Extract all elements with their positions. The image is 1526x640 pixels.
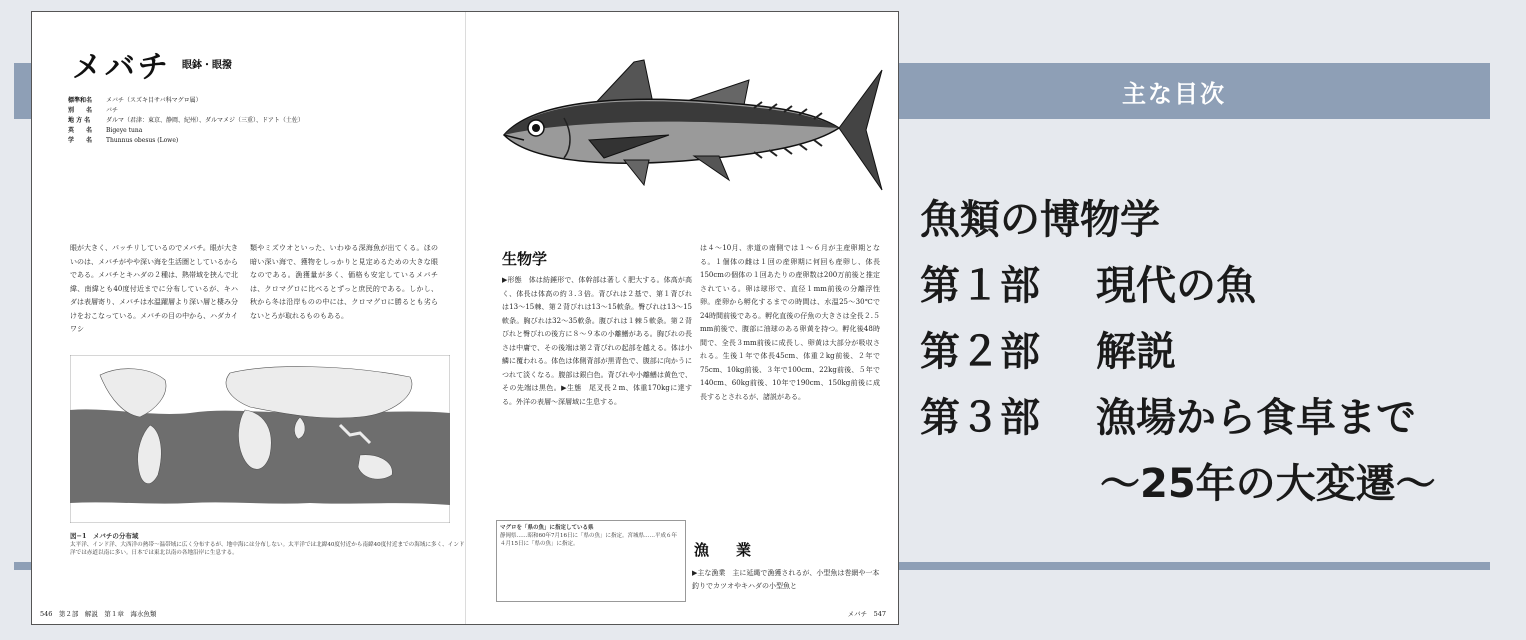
distribution-map [70, 355, 450, 523]
note-title: マグロを「県の魚」に指定している県 [500, 525, 594, 531]
map-caption [70, 532, 465, 592]
toc-part-label: 第１部 [920, 263, 1040, 309]
map-caption-text: 太平洋、インド洋、大西洋の熱帯〜温帯域に広く分布するが、地中海には分布しない。太平洋では北緯40度付近から南緯40度付近までの海域に多く、インド洋では赤道以南に多い。日本では東北以南の各地沿岸に生息する。 [70, 542, 465, 556]
footer-left-page: 546 第２部 解説 第１章 海水魚類 [40, 610, 157, 618]
fishery-text: ▶主な漁業 主に延縄で漁獲されるが、小型魚は巻網や一本釣りでカツオやキハダの小型魚と [692, 569, 880, 590]
toc-item-part2 [920, 322, 1510, 388]
book-spread [31, 11, 899, 625]
biology-text-continued: は４〜10月、赤道の南側では１〜６月が主産卵期となる。１個体の雌は１回の産卵期に何回も産卵し、体長150cmの個体の１回あたりの産卵数は200万前後と推定されている。卵は球形で、直径１mm前後の分離浮性卵。産卵から孵化するまでの時間は、水温25〜30℃で24時間前後である。孵化直後の仔魚の大きさは全長２.５mm前後で、腹部に油球のある卵黄を持つ。孵化後48時間で、全長３mm前後に成長し、卵黄は大部分が吸収される。生後１年で体長45cm、体重２kg前後、２年で75cm、10kg前後、３年で100cm、22kg前後、５年で140cm、60kg前後、10年で190cm、150kg前後に成長するとされるが、諸説がある。 [700, 244, 880, 401]
entry-metadata [68, 96, 304, 146]
toc-item-part1 [920, 256, 1510, 322]
meta-row: 地 方 名 ダルマ（君津：東京、静岡、紀州）、ダルマメジ（三重）、ドアト（土佐） [68, 117, 304, 124]
meta-row: 英 名 Bigeye tuna [68, 127, 143, 134]
entry-subtitle: 眼鉢・眼撥 [182, 60, 232, 71]
toc-heading: 主な目次 [1122, 79, 1226, 108]
table-of-contents [920, 190, 1510, 514]
entry-title: メバチ [72, 50, 171, 85]
toc-part-label: 第３部 [920, 395, 1040, 441]
toc-item-part3-subtitle [920, 454, 1510, 514]
meta-row: 学 名 Thunnus obesus (Lowe) [68, 137, 179, 144]
book-spine [465, 12, 466, 624]
map-caption-title: 図−1 メバチの分布域 [70, 532, 139, 540]
intro-text-col2: 類やミズウオといった、いわゆる深海魚が出てくる。ほの暗い深い海で、獲物をしっかりと見定めるための大きな眼なのである。漁獲量が多く、価格も安定しているメバチは、クロマグロに比べるとずっと庶民的である。しかし、秋から冬は沿岸ものの中には、クロマグロに勝るとも劣らないとろが取れるものもある。 [250, 244, 438, 320]
prefecture-fish-note [496, 520, 686, 602]
section-heading-fishery: 漁 業 [694, 541, 758, 559]
biology-text: ▶形態 体は紡錘形で、体幹部は著しく肥大する。体高が高く、体長は体高の約３.３倍。背びれは２基で、第１背びれは13〜15棘、第２背びれは13〜15軟条。臀びれは13〜15軟条。胸びれは32〜35軟条。腹びれは１棘５軟条。第２背びれと臀びれの後方に８〜９本の小離鰭がある。胸びれの長さは中庸で、その後端は第２背びれの起部を越える。体は小鱗に覆われる。体色は体側背部が黒青色で、腹部に向かうにつれて淡くなる。腹部は銀白色。背びれや小離鰭は黄色で、その先端は黒色。▶生態 尾叉長２m、体重170kgに達する。外洋の表層〜深層域に生息する。 [502, 276, 692, 406]
toc-part-title: 現代の魚 [1096, 263, 1256, 309]
toc-part-subtitle: 〜25年の大変遷〜 [1100, 461, 1436, 507]
meta-row: 標準和名 メバチ（スズキ目サバ科マグロ属） [68, 97, 202, 104]
footer-right-page: メバチ 547 [847, 610, 886, 618]
section-heading-biology: 生物学 [502, 250, 548, 268]
bigeye-tuna-illustration [494, 40, 884, 215]
toc-item-part3 [920, 388, 1510, 454]
toc-part-label: 第２部 [920, 329, 1040, 375]
meta-row: 別 名 バチ [68, 107, 119, 114]
toc-part-label: 魚類の博物学 [920, 197, 1160, 243]
toc-part-title: 解説 [1096, 329, 1176, 375]
toc-part-title: 漁場から食卓まで [1096, 395, 1416, 441]
note-text: 静岡県……昭和60年7月16日に「県の魚」に指定。宮城県……平成６年４月15日に「県の魚」に指定。 [500, 533, 677, 547]
toc-item-natural-history [920, 190, 1510, 256]
intro-text-col1: 眼が大きく、パッチリしているのでメバチ。眼が大きいのは、メバチがやや深い海を生活圏としているからである。メバチとキハダの２種は、熱帯域を挟んで北緯、南緯とも40度付近までに分布しているが、キハダは表層寄り、メバチは水温躍層より深い層と棲み分けをおこなっている。メバチの目の中から、ハダカイワシ [70, 244, 238, 333]
